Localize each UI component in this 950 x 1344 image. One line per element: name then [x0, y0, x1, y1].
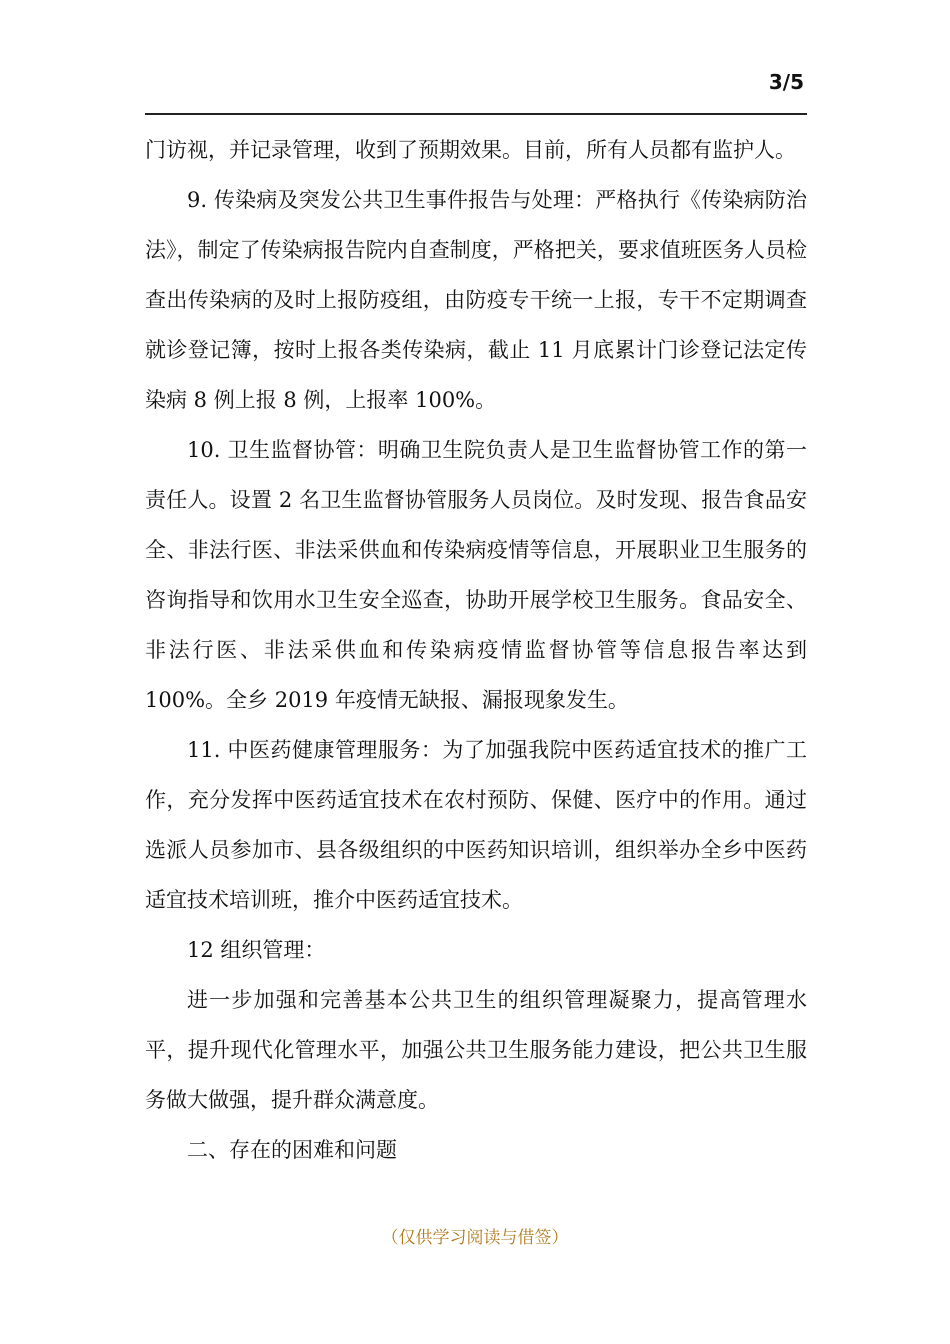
document-body: [145, 125, 807, 1175]
paragraph-item-12-heading: 12 组织管理：: [187, 938, 326, 962]
paragraph-continuation: 门访视，并记录管理，收到了预期效果。目前，所有人员都有监护人。: [145, 138, 796, 162]
section-heading: 二、存在的困难和问题: [187, 1138, 397, 1162]
paragraph-item-10: 10. 卫生监督协管：明确卫生院负责人是卫生监督协管工作的第一责任人。设置 2 名卫生监督协管服务人员岗位。及时发现、报告食品安全、非法行医、非法采供血和传染病疫情等信息，开展职业卫生服务的咨询指导和饮用水卫生安全巡查，协助开展学校卫生服务。食品安全、非法行医、非法采供血和传染病疫情监督协管等信息报告率达到 100%。全乡 2019 年疫情无缺报、漏报现象发生。: [145, 438, 807, 712]
paragraph-item-9: 9. 传染病及突发公共卫生事件报告与处理：严格执行《传染病防治法》，制定了传染病报告院内自查制度，严格把关，要求值班医务人员检查出传染病的及时上报防疫组，由防疫专干统一上报，专干不定期调查就诊登记簿，按时上报各类传染病，截止 11 月底累计门诊登记法定传染病 8 例上报 8 例，上报率 100%。: [145, 188, 807, 412]
page-number: 3/5: [768, 70, 804, 94]
footer-note: （仅供学习阅读与借签）: [381, 1228, 569, 1248]
header-rule: [145, 113, 807, 115]
paragraph-item-11: 11. 中医药健康管理服务：为了加强我院中医药适宜技术的推广工作，充分发挥中医药适宜技术在农村预防、保健、医疗中的作用。通过选派人员参加市、县各级组织的中医药知识培训，组织举办全乡中医药适宜技术培训班，推介中医药适宜技术。: [145, 738, 807, 912]
paragraph-item-12-body: 进一步加强和完善基本公共卫生的组织管理凝聚力，提高管理水平，提升现代化管理水平，加强公共卫生服务能力建设，把公共卫生服务做大做强，提升群众满意度。: [145, 988, 807, 1112]
